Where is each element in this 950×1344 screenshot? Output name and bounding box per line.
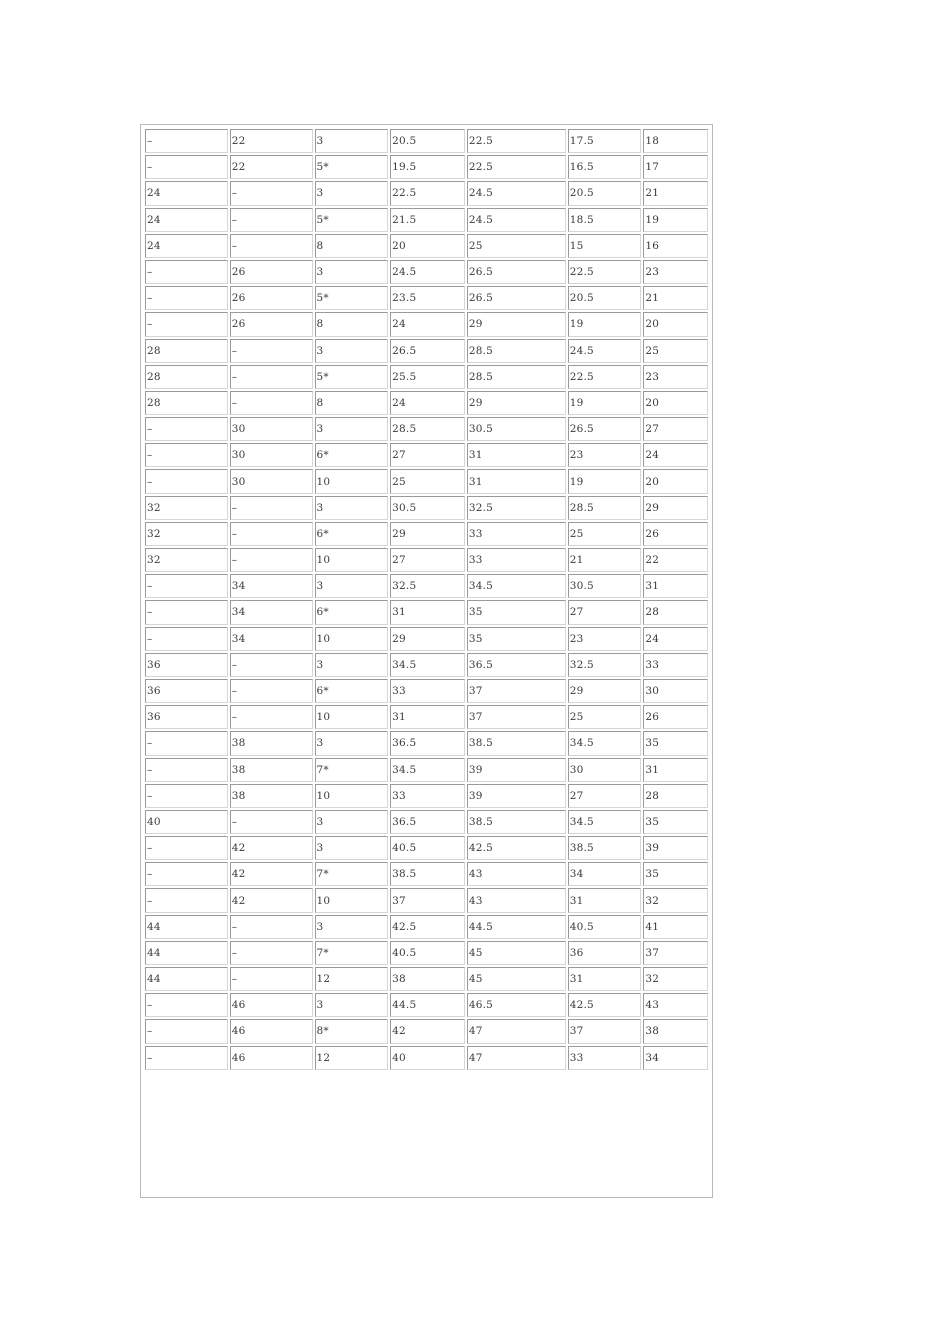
table-cell-col-3: 3 (315, 260, 389, 284)
table-row (145, 1019, 708, 1043)
table-cell-col-3: 10 (315, 548, 389, 572)
table-cell-col-1: 32 (145, 548, 228, 572)
table-cell-col-3: 5* (315, 155, 389, 179)
table-cell-col-4: 30.5 (390, 496, 465, 520)
table-cell-col-2: – (230, 679, 313, 703)
table-row (145, 600, 708, 624)
table-cell-col-7: 21 (643, 181, 708, 205)
table-cell-col-5: 25 (467, 234, 566, 258)
table-cell-col-7: 27 (643, 417, 708, 441)
table-cell-col-4: 38 (390, 967, 465, 991)
table-cell-col-6: 16.5 (568, 155, 642, 179)
table-cell-col-7: 20 (643, 469, 708, 493)
table-cell-col-4: 25.5 (390, 365, 465, 389)
table-cell-col-5: 36.5 (467, 653, 566, 677)
table-cell-col-1: 24 (145, 181, 228, 205)
table-cell-col-6: 22.5 (568, 260, 642, 284)
table-cell-col-7: 24 (643, 443, 708, 467)
table-cell-col-1: – (145, 312, 228, 336)
table-cell-col-7: 33 (643, 653, 708, 677)
table-cell-col-4: 24 (390, 312, 465, 336)
table-cell-col-4: 33 (390, 784, 465, 808)
table-cell-col-2: 42 (230, 888, 313, 912)
table-row (145, 312, 708, 336)
table-cell-col-7: 37 (643, 941, 708, 965)
table-cell-col-1: – (145, 469, 228, 493)
table-row (145, 653, 708, 677)
table-cell-col-6: 23 (568, 627, 642, 651)
table-cell-col-6: 31 (568, 967, 642, 991)
table-cell-col-3: 5* (315, 208, 389, 232)
table-cell-col-4: 36.5 (390, 731, 465, 755)
table-cell-col-6: 17.5 (568, 129, 642, 153)
table-cell-col-1: – (145, 443, 228, 467)
table-cell-col-4: 42.5 (390, 915, 465, 939)
table-cell-col-7: 25 (643, 339, 708, 363)
table-cell-col-2: – (230, 810, 313, 834)
table-cell-col-2: – (230, 339, 313, 363)
table-cell-col-7: 39 (643, 836, 708, 860)
table-cell-col-1: 28 (145, 339, 228, 363)
table-row (145, 391, 708, 415)
table-cell-col-1: 24 (145, 234, 228, 258)
table-cell-col-5: 35 (467, 600, 566, 624)
table-cell-col-3: 12 (315, 967, 389, 991)
table-cell-col-2: 46 (230, 1019, 313, 1043)
table-cell-col-7: 26 (643, 522, 708, 546)
table-row (145, 836, 708, 860)
table-cell-col-1: – (145, 417, 228, 441)
table-cell-col-3: 6* (315, 522, 389, 546)
table-cell-col-4: 32.5 (390, 574, 465, 598)
table-row (145, 810, 708, 834)
table-cell-col-5: 47 (467, 1019, 566, 1043)
table-cell-col-1: 44 (145, 967, 228, 991)
table-cell-col-5: 28.5 (467, 365, 566, 389)
table-cell-col-1: 28 (145, 391, 228, 415)
table-row (145, 548, 708, 572)
table-cell-col-2: – (230, 496, 313, 520)
table-cell-col-2: 42 (230, 862, 313, 886)
table-cell-col-4: 20.5 (390, 129, 465, 153)
table-cell-col-3: 5* (315, 365, 389, 389)
table-cell-col-4: 22.5 (390, 181, 465, 205)
table-cell-col-6: 21 (568, 548, 642, 572)
table-cell-col-6: 22.5 (568, 365, 642, 389)
table-body (145, 129, 708, 1070)
table-row (145, 129, 708, 153)
table-cell-col-7: 20 (643, 312, 708, 336)
table-cell-col-4: 36.5 (390, 810, 465, 834)
table-cell-col-5: 37 (467, 705, 566, 729)
table-cell-col-5: 47 (467, 1046, 566, 1070)
table-row (145, 496, 708, 520)
table-cell-col-1: 36 (145, 653, 228, 677)
table-cell-col-2: 46 (230, 1046, 313, 1070)
table-cell-col-3: 3 (315, 915, 389, 939)
table-cell-col-5: 44.5 (467, 915, 566, 939)
table-cell-col-5: 28.5 (467, 339, 566, 363)
table-cell-col-4: 29 (390, 522, 465, 546)
table-cell-col-3: 3 (315, 496, 389, 520)
table-cell-col-1: – (145, 1046, 228, 1070)
table-cell-col-1: – (145, 862, 228, 886)
table-cell-col-4: 42 (390, 1019, 465, 1043)
table-cell-col-7: 43 (643, 993, 708, 1017)
table-cell-col-2: – (230, 653, 313, 677)
table-cell-col-1: – (145, 600, 228, 624)
table-cell-col-7: 22 (643, 548, 708, 572)
table-cell-col-6: 28.5 (568, 496, 642, 520)
table-cell-col-6: 32.5 (568, 653, 642, 677)
table-cell-col-6: 40.5 (568, 915, 642, 939)
table-cell-col-3: 12 (315, 1046, 389, 1070)
table-cell-col-3: 8 (315, 391, 389, 415)
table-cell-col-2: 22 (230, 129, 313, 153)
table-cell-col-1: – (145, 286, 228, 310)
table-cell-col-2: – (230, 915, 313, 939)
table-cell-col-4: 38.5 (390, 862, 465, 886)
table-cell-col-6: 34 (568, 862, 642, 886)
table-cell-col-3: 10 (315, 705, 389, 729)
table-cell-col-6: 30.5 (568, 574, 642, 598)
table-cell-col-1: – (145, 731, 228, 755)
table-cell-col-2: – (230, 181, 313, 205)
table-cell-col-2: 26 (230, 286, 313, 310)
table-cell-col-6: 18.5 (568, 208, 642, 232)
table-cell-col-1: 40 (145, 810, 228, 834)
table-cell-col-7: 23 (643, 365, 708, 389)
table-cell-col-3: 10 (315, 888, 389, 912)
table-cell-col-4: 27 (390, 548, 465, 572)
table-cell-col-2: 46 (230, 993, 313, 1017)
table-cell-col-2: 34 (230, 600, 313, 624)
table-cell-col-2: 42 (230, 836, 313, 860)
table-cell-col-4: 20 (390, 234, 465, 258)
table-row (145, 286, 708, 310)
table-cell-col-7: 32 (643, 967, 708, 991)
table-cell-col-2: – (230, 234, 313, 258)
table-cell-col-4: 34.5 (390, 758, 465, 782)
table-cell-col-5: 43 (467, 888, 566, 912)
table-cell-col-7: 35 (643, 731, 708, 755)
table-cell-col-3: 8 (315, 234, 389, 258)
table-cell-col-3: 3 (315, 574, 389, 598)
table-cell-col-4: 34.5 (390, 653, 465, 677)
table-row (145, 522, 708, 546)
table-cell-col-7: 29 (643, 496, 708, 520)
table-cell-col-1: – (145, 260, 228, 284)
table-row (145, 784, 708, 808)
table-cell-col-3: 3 (315, 731, 389, 755)
table-cell-col-2: 34 (230, 627, 313, 651)
table-row (145, 941, 708, 965)
table-cell-col-4: 40 (390, 1046, 465, 1070)
table-cell-col-3: 6* (315, 443, 389, 467)
table-cell-col-6: 26.5 (568, 417, 642, 441)
table-cell-col-2: 26 (230, 312, 313, 336)
table-cell-col-6: 31 (568, 888, 642, 912)
table-cell-col-2: 30 (230, 417, 313, 441)
table-cell-col-4: 33 (390, 679, 465, 703)
table-cell-col-6: 42.5 (568, 993, 642, 1017)
table-row (145, 679, 708, 703)
table-cell-col-4: 23.5 (390, 286, 465, 310)
table-cell-col-5: 45 (467, 967, 566, 991)
table-cell-col-6: 30 (568, 758, 642, 782)
table-frame (140, 124, 713, 1198)
table-cell-col-3: 10 (315, 469, 389, 493)
table-cell-col-7: 28 (643, 784, 708, 808)
table-cell-col-7: 24 (643, 627, 708, 651)
table-cell-col-2: 26 (230, 260, 313, 284)
table-cell-col-3: 7* (315, 941, 389, 965)
table-row (145, 155, 708, 179)
table-cell-col-5: 22.5 (467, 155, 566, 179)
table-cell-col-7: 19 (643, 208, 708, 232)
table-cell-col-1: – (145, 836, 228, 860)
table-cell-col-6: 19 (568, 391, 642, 415)
table-row (145, 339, 708, 363)
table-cell-col-1: – (145, 1019, 228, 1043)
table-row (145, 993, 708, 1017)
table-cell-col-5: 31 (467, 469, 566, 493)
table-row (145, 181, 708, 205)
table-cell-col-3: 3 (315, 836, 389, 860)
table-cell-col-1: – (145, 627, 228, 651)
table-cell-col-3: 3 (315, 339, 389, 363)
table-cell-col-7: 31 (643, 758, 708, 782)
table-row (145, 443, 708, 467)
table-cell-col-3: 10 (315, 627, 389, 651)
table-row (145, 1046, 708, 1070)
table-cell-col-5: 35 (467, 627, 566, 651)
table-row (145, 705, 708, 729)
table-cell-col-2: – (230, 365, 313, 389)
thread-dimension-table (143, 127, 710, 1072)
table-cell-col-1: 24 (145, 208, 228, 232)
table-cell-col-1: 32 (145, 496, 228, 520)
table-cell-col-3: 8* (315, 1019, 389, 1043)
table-cell-col-4: 40.5 (390, 836, 465, 860)
table-cell-col-7: 17 (643, 155, 708, 179)
table-cell-col-6: 23 (568, 443, 642, 467)
table-cell-col-1: – (145, 993, 228, 1017)
table-cell-col-7: 20 (643, 391, 708, 415)
table-cell-col-6: 20.5 (568, 181, 642, 205)
table-cell-col-2: 38 (230, 784, 313, 808)
table-cell-col-4: 26.5 (390, 339, 465, 363)
table-row (145, 758, 708, 782)
table-cell-col-4: 44.5 (390, 993, 465, 1017)
table-cell-col-2: 34 (230, 574, 313, 598)
table-cell-col-3: 6* (315, 679, 389, 703)
table-cell-col-1: – (145, 888, 228, 912)
table-cell-col-1: – (145, 758, 228, 782)
table-cell-col-1: – (145, 129, 228, 153)
table-cell-col-7: 18 (643, 129, 708, 153)
table-cell-col-5: 46.5 (467, 993, 566, 1017)
table-cell-col-4: 37 (390, 888, 465, 912)
table-cell-col-5: 43 (467, 862, 566, 886)
table-cell-col-3: 3 (315, 653, 389, 677)
table-cell-col-6: 15 (568, 234, 642, 258)
table-cell-col-1: – (145, 574, 228, 598)
table-cell-col-4: 24 (390, 391, 465, 415)
table-cell-col-4: 31 (390, 600, 465, 624)
table-cell-col-4: 25 (390, 469, 465, 493)
table-cell-col-5: 33 (467, 522, 566, 546)
table-cell-col-5: 29 (467, 312, 566, 336)
table-cell-col-5: 37 (467, 679, 566, 703)
table-cell-col-3: 8 (315, 312, 389, 336)
table-cell-col-4: 24.5 (390, 260, 465, 284)
table-cell-col-1: 36 (145, 705, 228, 729)
table-cell-col-6: 25 (568, 705, 642, 729)
table-row (145, 574, 708, 598)
table-cell-col-7: 21 (643, 286, 708, 310)
table-cell-col-6: 19 (568, 312, 642, 336)
table-cell-col-5: 33 (467, 548, 566, 572)
table-cell-col-4: 40.5 (390, 941, 465, 965)
table-cell-col-7: 28 (643, 600, 708, 624)
table-cell-col-5: 31 (467, 443, 566, 467)
table-cell-col-5: 34.5 (467, 574, 566, 598)
table-cell-col-6: 33 (568, 1046, 642, 1070)
table-cell-col-2: 38 (230, 758, 313, 782)
table-row (145, 469, 708, 493)
table-row (145, 915, 708, 939)
table-cell-col-2: – (230, 941, 313, 965)
table-cell-col-7: 41 (643, 915, 708, 939)
table-cell-col-3: 3 (315, 993, 389, 1017)
table-cell-col-3: 3 (315, 129, 389, 153)
table-cell-col-1: 28 (145, 365, 228, 389)
table-cell-col-5: 24.5 (467, 208, 566, 232)
table-cell-col-6: 19 (568, 469, 642, 493)
table-cell-col-3: 7* (315, 862, 389, 886)
table-cell-col-6: 34.5 (568, 731, 642, 755)
table-row (145, 627, 708, 651)
table-cell-col-7: 31 (643, 574, 708, 598)
table-cell-col-2: – (230, 522, 313, 546)
table-cell-col-1: 36 (145, 679, 228, 703)
table-cell-col-4: 29 (390, 627, 465, 651)
table-cell-col-7: 35 (643, 810, 708, 834)
table-cell-col-7: 38 (643, 1019, 708, 1043)
table-cell-col-4: 21.5 (390, 208, 465, 232)
table-cell-col-4: 27 (390, 443, 465, 467)
table-row (145, 365, 708, 389)
table-cell-col-4: 28.5 (390, 417, 465, 441)
table-cell-col-3: 3 (315, 417, 389, 441)
table-cell-col-4: 31 (390, 705, 465, 729)
table-cell-col-6: 34.5 (568, 810, 642, 834)
table-cell-col-5: 39 (467, 758, 566, 782)
table-cell-col-6: 29 (568, 679, 642, 703)
table-cell-col-2: 38 (230, 731, 313, 755)
table-cell-col-5: 26.5 (467, 260, 566, 284)
table-cell-col-5: 22.5 (467, 129, 566, 153)
table-cell-col-7: 30 (643, 679, 708, 703)
table-row (145, 234, 708, 258)
table-cell-col-5: 39 (467, 784, 566, 808)
table-cell-col-5: 42.5 (467, 836, 566, 860)
table-cell-col-6: 24.5 (568, 339, 642, 363)
table-cell-col-6: 27 (568, 784, 642, 808)
table-row (145, 862, 708, 886)
table-cell-col-1: – (145, 155, 228, 179)
table-cell-col-2: 22 (230, 155, 313, 179)
table-cell-col-7: 23 (643, 260, 708, 284)
table-cell-col-5: 45 (467, 941, 566, 965)
table-cell-col-3: 3 (315, 810, 389, 834)
table-cell-col-7: 34 (643, 1046, 708, 1070)
table-cell-col-2: – (230, 705, 313, 729)
table-cell-col-2: – (230, 548, 313, 572)
table-cell-col-4: 19.5 (390, 155, 465, 179)
table-cell-col-3: 10 (315, 784, 389, 808)
table-cell-col-1: 44 (145, 941, 228, 965)
table-cell-col-3: 6* (315, 600, 389, 624)
table-cell-col-7: 32 (643, 888, 708, 912)
table-cell-col-2: – (230, 208, 313, 232)
table-cell-col-5: 30.5 (467, 417, 566, 441)
table-row (145, 967, 708, 991)
table-cell-col-6: 20.5 (568, 286, 642, 310)
table-cell-col-2: 30 (230, 469, 313, 493)
table-row (145, 208, 708, 232)
table-cell-col-6: 37 (568, 1019, 642, 1043)
table-cell-col-1: 44 (145, 915, 228, 939)
table-cell-col-7: 26 (643, 705, 708, 729)
table-cell-col-5: 24.5 (467, 181, 566, 205)
table-cell-col-7: 16 (643, 234, 708, 258)
table-row (145, 731, 708, 755)
table-cell-col-3: 3 (315, 181, 389, 205)
table-cell-col-2: – (230, 391, 313, 415)
table-cell-col-5: 38.5 (467, 810, 566, 834)
table-cell-col-6: 38.5 (568, 836, 642, 860)
table-cell-col-5: 26.5 (467, 286, 566, 310)
table-cell-col-6: 27 (568, 600, 642, 624)
table-row (145, 888, 708, 912)
table-row (145, 260, 708, 284)
table-cell-col-3: 5* (315, 286, 389, 310)
table-cell-col-5: 32.5 (467, 496, 566, 520)
table-cell-col-7: 35 (643, 862, 708, 886)
table-cell-col-5: 38.5 (467, 731, 566, 755)
table-cell-col-2: 30 (230, 443, 313, 467)
table-cell-col-5: 29 (467, 391, 566, 415)
table-cell-col-6: 25 (568, 522, 642, 546)
table-cell-col-1: – (145, 784, 228, 808)
table-row (145, 417, 708, 441)
table-cell-col-2: – (230, 967, 313, 991)
table-cell-col-6: 36 (568, 941, 642, 965)
table-cell-col-3: 7* (315, 758, 389, 782)
table-cell-col-1: 32 (145, 522, 228, 546)
